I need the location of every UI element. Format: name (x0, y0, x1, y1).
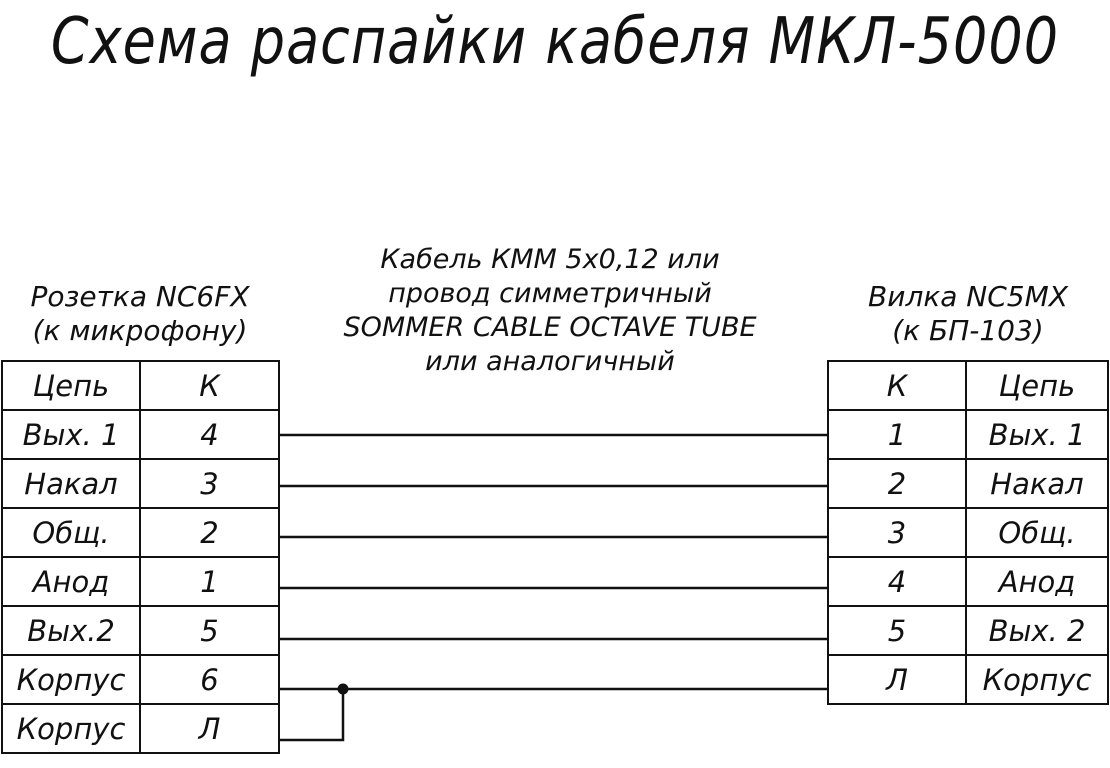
circuit-cell: Общ. (966, 508, 1108, 557)
circuit-cell: Анод (2, 557, 140, 606)
right-connector-subtitle: (к БП-103) (892, 314, 1044, 347)
right-connector-name: Вилка NC5MX (868, 280, 1068, 313)
pin-cell: 3 (140, 459, 279, 508)
cable-line-2: провод симметричный (388, 278, 712, 309)
circuit-cell: Общ. (2, 508, 140, 557)
cable-line-1: Кабель КММ 5х0,12 или (380, 244, 720, 275)
pin-cell: 6 (140, 655, 279, 704)
pin-cell: Л (140, 704, 279, 753)
pin-cell: 4 (828, 557, 966, 606)
pin-cell: 3 (828, 508, 966, 557)
circuit-cell: Вых.2 (2, 606, 140, 655)
circuit-cell: Вых. 1 (966, 410, 1108, 459)
wire-ground-jumper (278, 689, 343, 740)
circuit-cell: Накал (966, 459, 1108, 508)
pin-cell: 1 (828, 410, 966, 459)
circuit-cell: Вых. 1 (2, 410, 140, 459)
pin-cell: 2 (140, 508, 279, 557)
pin-cell: 4 (140, 410, 279, 459)
cable-line-3: SOMMER CABLE OCTAVE TUBE (343, 312, 757, 343)
column-header-circuit: Цепь (2, 361, 140, 410)
circuit-cell: Корпус (2, 655, 140, 704)
junction-dot (338, 684, 349, 695)
circuit-cell: Вых. 2 (966, 606, 1108, 655)
left-connector-subtitle: (к микрофону) (32, 314, 248, 347)
column-header-pin: К (828, 361, 966, 410)
pin-cell: 1 (140, 557, 279, 606)
circuit-cell: Накал (2, 459, 140, 508)
circuit-cell: Корпус (2, 704, 140, 753)
diagram-title: Схема распайки кабеля МКЛ-5000 (50, 4, 1060, 79)
pin-cell: 5 (828, 606, 966, 655)
left-connector-name: Розетка NC6FX (30, 280, 250, 313)
pin-cell: 5 (140, 606, 279, 655)
cable-line-4: или аналогичный (425, 346, 675, 377)
pin-cell: Л (828, 655, 966, 704)
circuit-cell: Анод (966, 557, 1108, 606)
pin-cell: 2 (828, 459, 966, 508)
circuit-cell: Корпус (966, 655, 1108, 704)
column-header-circuit: Цепь (966, 361, 1108, 410)
column-header-pin: К (140, 361, 279, 410)
